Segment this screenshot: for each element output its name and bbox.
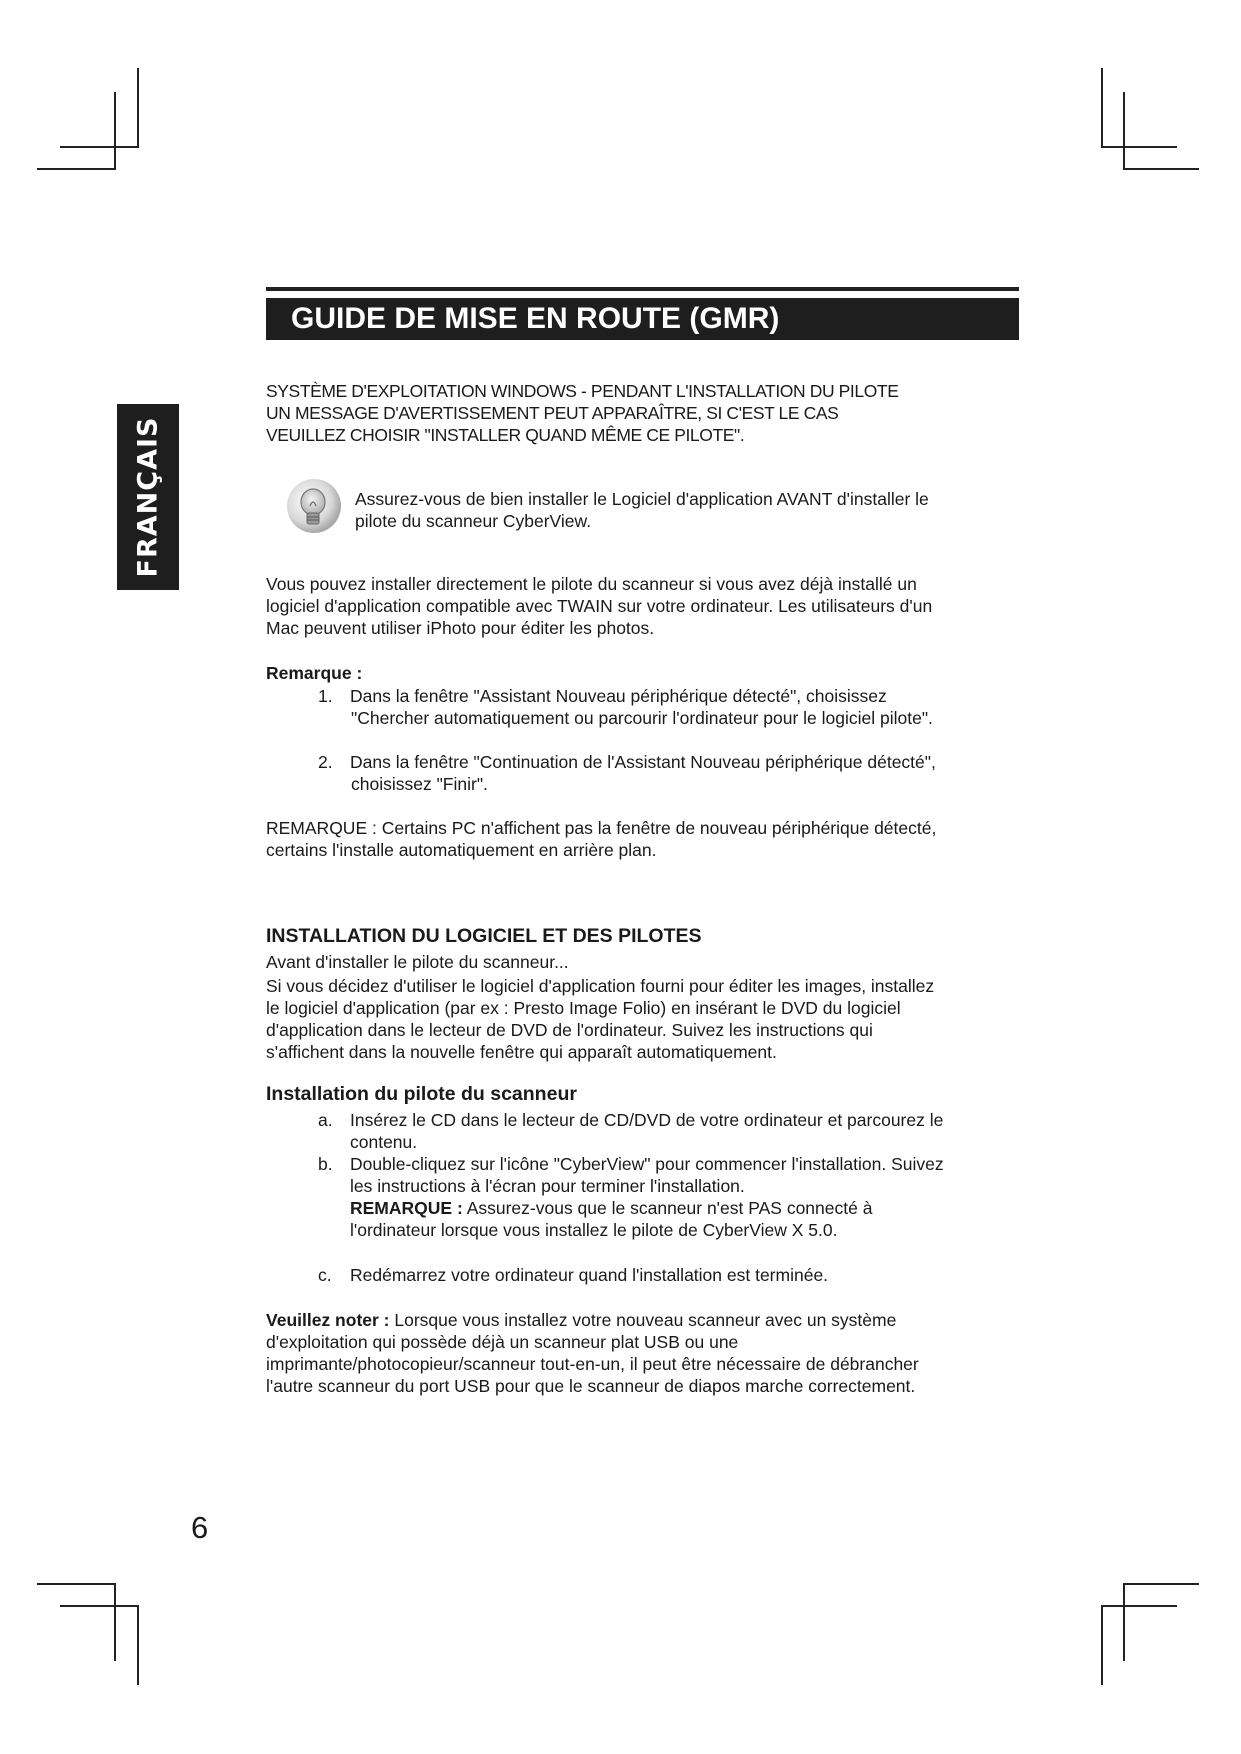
step-c: c. Redémarrez votre ordinateur quand l'installation est terminée. [318, 1265, 829, 1285]
lightbulb-icon [285, 478, 343, 538]
list-item: 1. Dans la fenêtre "Assistant Nouveau périphérique détecté", choisissez "Chercher automatiquement ou parcourir l'ordinateur pour le logiciel pilote". [318, 686, 933, 728]
windows-warning: SYSTÈME D'EXPLOITATION WINDOWS - PENDANT L'INSTALLATION DU PILOTE UN MESSAGE D'AVERTISSEMENT PEUT APPARAÎTRE, SI C'EST LE CAS VEUILLEZ CHOISIR "INSTALLER QUAND MÊME CE PILOTE". [266, 381, 899, 445]
list-item: 2. Dans la fenêtre "Continuation de l'Assistant Nouveau périphérique détecté", choisissez "Finir". [318, 752, 936, 794]
tip-text: Assurez-vous de bien installer le Logiciel d'application AVANT d'installer le pilote du scanneur CyberView. [355, 489, 929, 531]
step-a: a. Insérez le CD dans le lecteur de CD/DVD de votre ordinateur et parcourez le contenu. [318, 1110, 944, 1152]
page-number: 6 [191, 1510, 209, 1545]
step-b-note-label: REMARQUE : [350, 1198, 463, 1218]
language-tab-label: FRANÇAIS [132, 416, 164, 578]
sub-heading: Installation du pilote du scanneur [266, 1083, 577, 1105]
title-rule [266, 287, 1019, 291]
usb-note: Veuillez noter : Lorsque vous installez votre nouveau scanneur avec un système d'exploitation qui possède déjà un scanneur plat USB ou une imprimante/photocopieur/scanneur tout-en-un, il peut être nécessaire de débrancher l'autre scanneur du port USB pour que le scanneur de diapos marche correctement. [266, 1310, 919, 1396]
page-title: GUIDE DE MISE EN ROUTE (GMR) [291, 302, 780, 335]
title-bar [266, 298, 1019, 340]
intro-paragraph: Vous pouvez installer directement le pilote du scanneur si vous avez déjà installé un logiciel d'application compatible avec TWAIN sur votre ordinateur. Les utilisateurs d'un Mac peuvent utiliser iPhoto pour éditer les photos. [266, 574, 933, 638]
note-label: Veuillez noter : [266, 1310, 390, 1330]
step-b-note: Assurez-vous que le scanneur n'est PAS connecté à [466, 1198, 873, 1218]
section-heading: INSTALLATION DU LOGICIEL ET DES PILOTES [266, 925, 702, 947]
section-body: Si vous décidez d'utiliser le logiciel d'application fourni pour éditer les images, installez le logiciel d'application (par ex : Presto Image Folio) en insérant le DVD du logiciel d'application dans le lecteur de DVD de l'ordinateur. Suivez les instructions qui s'affichent dans la nouvelle fenêtre qui apparaît automatiquement. [266, 976, 935, 1062]
language-tab [117, 404, 179, 590]
section-intro: Avant d'installer le pilote du scanneur... [266, 952, 569, 972]
remark-label: Remarque : [266, 663, 363, 683]
step-b: b. Double-cliquez sur l'icône "CyberView" pour commencer l'installation. Suivez les instructions à l'écran pour terminer l'installation. REMARQUE : Assurez-vous que le scanneur n'est PAS connecté à l'ordinateur lorsque vous installez le pilote de CyberView X 5.0. [318, 1154, 944, 1240]
remark-note: REMARQUE : Certains PC n'affichent pas la fenêtre de nouveau périphérique détecté, certains l'installe automatiquement en arrière plan. [266, 818, 937, 860]
